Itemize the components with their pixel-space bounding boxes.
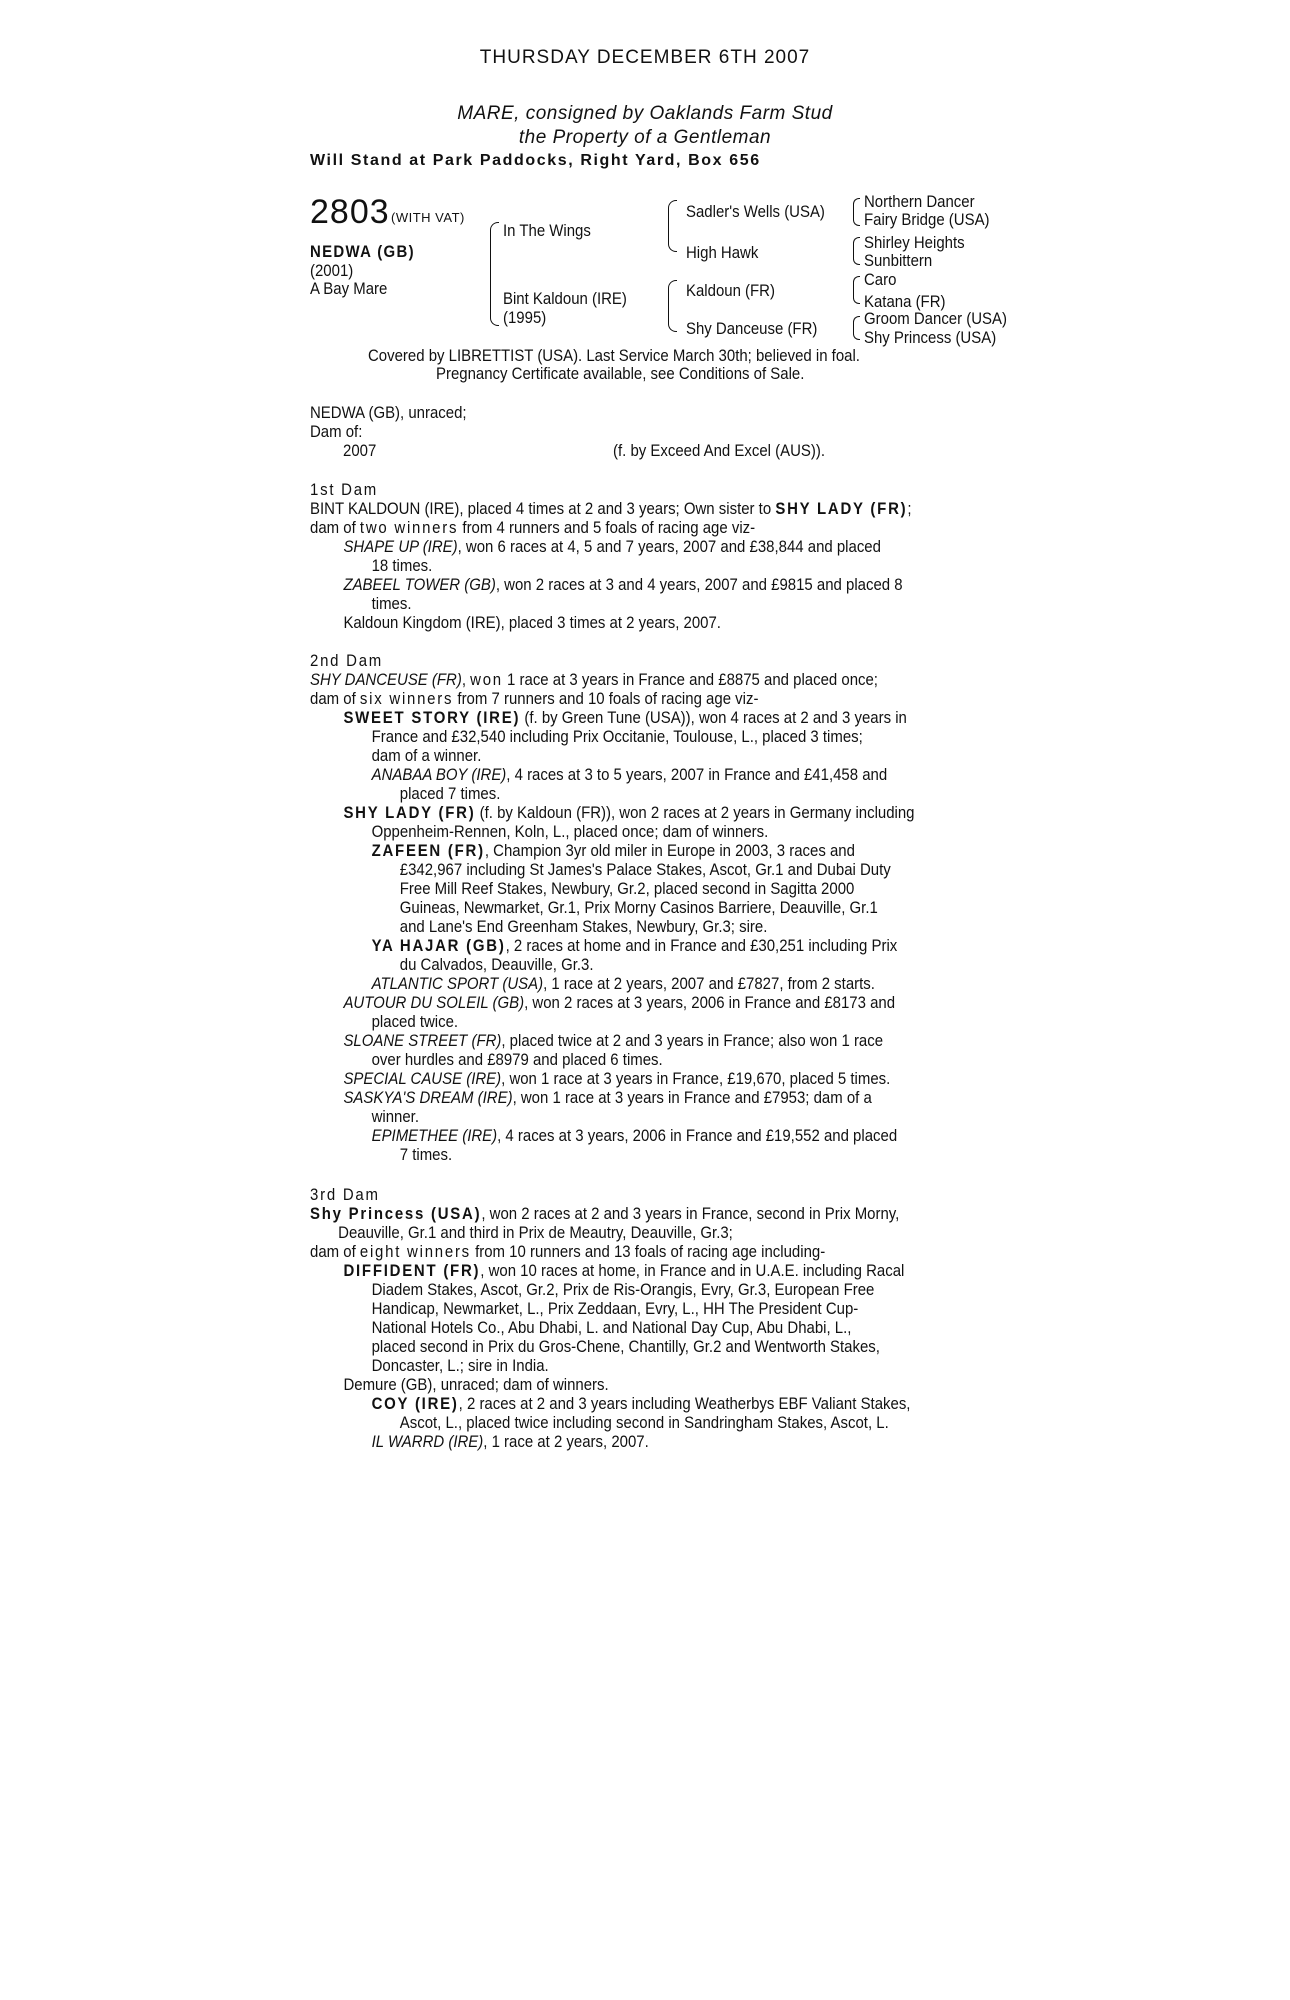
runner-name: SHAPE UP (IRE) [343,537,458,556]
runner-entry-cont: Diadem Stakes, Ascot, Gr.2, Prix de Ris-Orangis, Evry, Gr.3, European Free [371,1280,875,1299]
pedigree-ggs8: Shy Princess (USA) [864,328,997,347]
pedigree-brace-sire [668,200,677,252]
runner-entry-cont: Handicap, Newmarket, L., Prix Zeddaan, Evry, L., HH The President Cup- [371,1299,859,1318]
runner-entry [310,1088,979,1107]
text: , 4 races at 3 to 5 years, 2007 in France and £41,458 and [506,765,888,784]
property-line: the Property of a Gentleman [518,127,772,148]
pedigree-ggs7: Groom Dancer (USA) [864,309,1007,328]
pedigree-gs2: High Hawk [686,243,759,262]
runner-entry-cont: dam of a winner. [371,746,482,765]
runner-name: SHY LADY (FR) [343,803,476,822]
covered-line-2: Pregnancy Certificate available, see Conditions of Sale. [436,364,805,383]
pedigree-ggs3: Shirley Heights [864,233,965,252]
runner-entry [310,708,979,727]
text-spaced: six winners [359,689,454,708]
runner-entry [310,537,979,556]
consignor-line: MARE, consigned by Oaklands Farm Stud [457,103,833,124]
pedigree-gs1: Sadler's Wells (USA) [686,202,825,221]
runner-name: YA HAJAR (GB) [371,936,506,955]
stable-location: Will Stand at Park Paddocks, Right Yard, Box 656 [310,152,761,169]
pedigree-dam-year: (1995) [503,308,547,327]
pedigree-ggs1: Northern Dancer [864,192,975,211]
runner-entry-cont: France and £32,540 including Prix Occitanie, Toulouse, L., placed 3 times; [371,727,863,746]
runner-name: SWEET STORY (IRE) [343,708,521,727]
pedigree-ggs4: Sunbittern [864,251,933,270]
runner-entry [310,765,979,784]
text: , 4 races at 3 years, 2006 in France and £19,552 and placed [497,1126,898,1145]
runner-name: EPIMETHEE (IRE) [371,1126,498,1145]
text: , 2 races at 2 and 3 years including Weatherbys EBF Valiant Stakes, [458,1394,911,1413]
first-dam-section [310,480,979,632]
section-heading: 2nd Dam [310,651,384,670]
text: BINT KALDOUN (IRE), placed 4 times at 2 and 3 years; Own sister to [310,499,776,518]
runner-name: ZABEEL TOWER (GB) [343,575,496,594]
pedigree-brace-ggs3 [853,276,860,304]
dam-name: Shy Princess (USA) [310,1204,482,1223]
text: , Champion 3yr old miler in Europe in 2003, 3 races and [484,841,855,860]
runner-entry [310,1261,979,1280]
text: from 7 runners and 10 foals of racing age viz- [453,689,759,708]
runner-entry-cont: National Hotels Co., Abu Dhabi, L. and National Day Cup, Abu Dhabi, L., [371,1318,852,1337]
pedigree-brace-ggs1 [853,198,860,226]
produce-line-1: NEDWA (GB), unraced; [310,403,467,422]
dam-name: SHY DANCEUSE (FR) [310,670,462,689]
second-dam-section [310,651,979,1164]
runner-name: IL WARRD (IRE) [371,1432,484,1451]
runner-entry-cont: placed second in Prix du Gros-Chene, Chantilly, Gr.2 and Wentworth Stakes, [371,1337,880,1356]
runner-entry-cont: Ascot, L., placed twice including second in Sandringham Stakes, Ascot, L. [399,1413,889,1432]
produce-line-2: Dam of: [310,422,363,441]
runner-entry [310,1126,979,1145]
runner-entry-cont: winner. [371,1107,420,1126]
text-spaced: won [470,670,503,689]
text: (f. by Kaldoun (FR)), won 2 races at 2 years in Germany including [475,803,915,822]
runner-entry-cont: 18 times. [371,556,433,575]
lot-number: 2803 [310,193,390,231]
runner-entry [310,841,979,860]
runner-entry [310,803,979,822]
runner-name: COY (IRE) [371,1394,459,1413]
pedigree-ggs2: Fairy Bridge (USA) [864,210,990,229]
runner-entry-cont: Guineas, Newmarket, Gr.1, Prix Morny Casinos Barriere, Deauville, Gr.1 [399,898,878,917]
text: , won 2 races at 3 and 4 years, 2007 and £9815 and placed 8 [495,575,903,594]
pedigree-sire: In The Wings [503,221,591,240]
dam-line [310,689,979,708]
runner-entry [310,1432,979,1451]
runner-entry [310,575,979,594]
text-bold: SHY LADY (FR) [775,499,908,518]
runner-name: SLOANE STREET (FR) [343,1031,502,1050]
runner-entry-cont: over hurdles and £8979 and placed 6 times. [371,1050,663,1069]
runner-name: ATLANTIC SPORT (USA) [371,974,544,993]
pedigree-gs4: Shy Danceuse (FR) [686,319,818,338]
text: ; [907,499,912,518]
runner-entry-cont: £342,967 including St James's Palace Stakes, Ascot, Gr.1 and Dubai Duty [399,860,891,879]
sale-date: THURSDAY DECEMBER 6TH 2007 [479,47,811,68]
text: , placed twice at 2 and 3 years in France; also won 1 race [501,1031,884,1050]
runner-entry-cont: Oppenheim-Rennen, Koln, L., placed once; dam of winners. [371,822,769,841]
runner-name: SPECIAL CAUSE (IRE) [343,1069,502,1088]
runner-entry-cont: 7 times. [399,1145,453,1164]
text: , won 2 races at 3 years, 2006 in France and £8173 and [524,993,896,1012]
runner-entry: Demure (GB), unraced; dam of winners. [343,1375,609,1394]
runner-name: SASKYA'S DREAM (IRE) [343,1088,513,1107]
runner-entry: Kaldoun Kingdom (IRE), placed 3 times at 2 years, 2007. [343,613,721,632]
runner-entry-cont: Free Mill Reef Stakes, Newbury, Gr.2, placed second in Sagitta 2000 [399,879,855,898]
horse-name: NEDWA (GB) [310,242,415,261]
section-heading: 1st Dam [310,480,379,499]
runner-entry [310,1394,979,1413]
text: dam of [310,518,360,537]
runner-entry-cont: placed 7 times. [399,784,501,803]
text: , won 10 races at home, in France and in U.A.E. including Racal [480,1261,905,1280]
text: , won 1 race at 3 years in France and £7953; dam of a [512,1088,872,1107]
text-spaced: two winners [359,518,459,537]
text: , won 2 races at 2 and 3 years in France, second in Prix Morny, [481,1204,900,1223]
text: , 2 races at home and in France and £30,251 including Prix [505,936,898,955]
text: , 1 race at 2 years, 2007 and £7827, from 2 starts. [543,974,875,993]
vat-note: (WITH VAT) [391,210,465,225]
runner-name: AUTOUR DU SOLEIL (GB) [343,993,525,1012]
dam-line [310,670,979,689]
dam-line [310,499,979,518]
text: dam of [310,689,360,708]
text: , won 1 race at 3 years in France, £19,670, placed 5 times. [501,1069,891,1088]
dam-line [310,518,979,537]
text: , 1 race at 2 years, 2007. [483,1432,649,1451]
text: dam of [310,1242,360,1261]
pedigree-brace-dam [668,280,677,332]
produce-year: 2007 [343,441,377,460]
section-heading: 3rd Dam [310,1185,380,1204]
dam-line [310,1242,979,1261]
runner-entry [310,974,979,993]
text: , [461,670,471,689]
text: from 10 runners and 13 foals of racing age including- [470,1242,826,1261]
pedigree-ggs6: Katana (FR) [864,292,946,311]
runner-entry-cont: du Calvados, Deauville, Gr.3. [399,955,594,974]
horse-description: A Bay Mare [310,279,388,298]
pedigree-gs3: Kaldoun (FR) [686,281,775,300]
text: (f. by Green Tune (USA)), won 4 races at 2 and 3 years in [520,708,907,727]
text-spaced: eight winners [359,1242,471,1261]
runner-entry-cont: times. [371,594,412,613]
runner-name: ZAFEEN (FR) [371,841,485,860]
text: , won 6 races at 4, 5 and 7 years, 2007 and £38,844 and placed [457,537,881,556]
pedigree-brace-ggs2 [853,237,860,265]
runner-entry [310,936,979,955]
text: 1 race at 3 years in France and £8875 and placed once; [502,670,878,689]
runner-entry-cont: and Lane's End Greenham Stakes, Newbury, Gr.3; sire. [399,917,768,936]
runner-name: DIFFIDENT (FR) [343,1261,481,1280]
pedigree-brace-main [490,222,499,326]
runner-entry [310,993,979,1012]
text: from 4 runners and 5 foals of racing age viz- [458,518,756,537]
third-dam-section [310,1185,979,1451]
runner-entry [310,1031,979,1050]
dam-line-cont: Deauville, Gr.1 and third in Prix de Meautry, Deauville, Gr.3; [338,1223,733,1242]
pedigree-brace-ggs4 [853,316,860,340]
runner-entry [310,1069,979,1088]
covered-line-1: Covered by LIBRETTIST (USA). Last Service March 30th; believed in foal. [368,346,860,365]
produce-foal: (f. by Exceed And Excel (AUS)). [613,441,826,460]
dam-line [310,1204,979,1223]
runner-entry-cont: Doncaster, L.; sire in India. [371,1356,549,1375]
horse-year: (2001) [310,261,354,280]
pedigree-dam: Bint Kaldoun (IRE) [503,289,627,308]
runner-name: ANABAA BOY (IRE) [371,765,507,784]
pedigree-ggs5: Caro [864,270,897,289]
runner-entry-cont: placed twice. [371,1012,459,1031]
